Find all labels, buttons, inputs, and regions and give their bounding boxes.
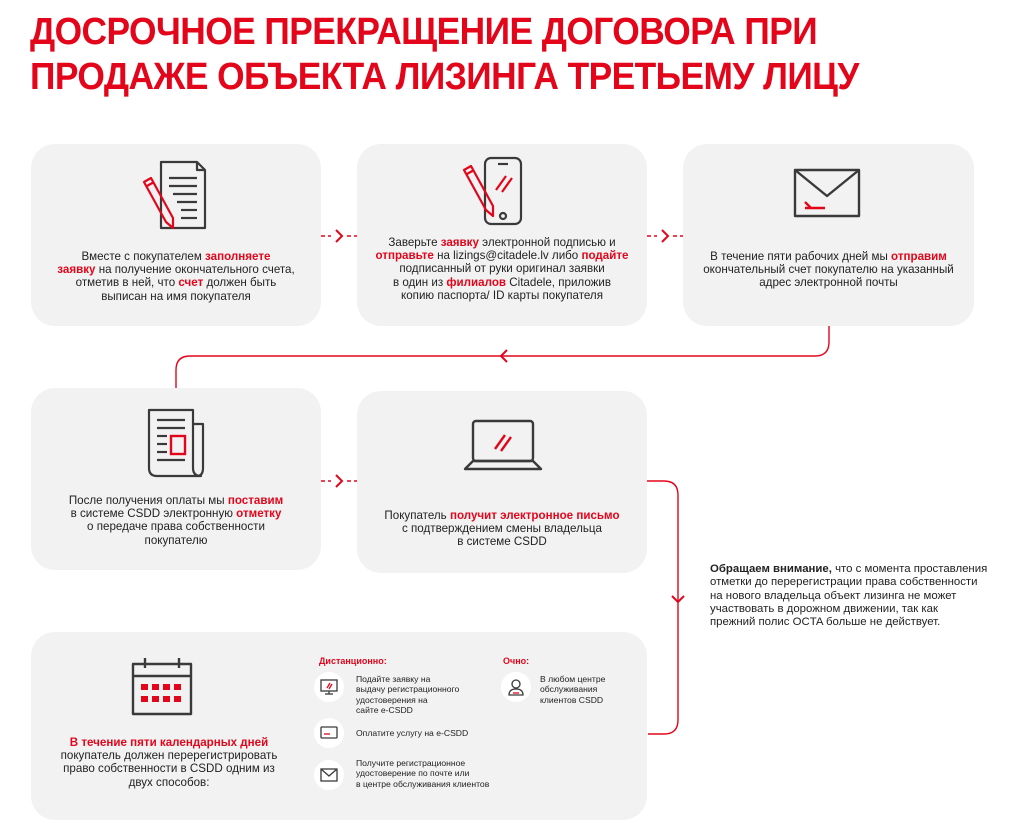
- person-icon: [501, 672, 531, 702]
- step-5-text: Покупатель получит электронное письмо с подтверждением смены владельца в системе CSDD: [384, 509, 620, 549]
- step-4-text: После получения оплаты мы поставим в системе CSDD электронную отметку о передаче права собственности покупателю: [68, 494, 284, 547]
- connector-5-final: [647, 481, 678, 734]
- document-pen-icon: [139, 156, 217, 234]
- final-step-card: [31, 632, 647, 820]
- step-card-4: [31, 388, 321, 570]
- page-title-line-2: ПРОДАЖЕ ОБЪЕКТА ЛИЗИНГА ТРЕТЬЕМУ ЛИЦУ: [30, 56, 859, 98]
- chevron-right-icon: [662, 230, 668, 242]
- envelope-icon: [791, 164, 863, 226]
- remote-option-3-circle: [314, 760, 344, 790]
- calendar-icon: [127, 654, 197, 718]
- step-2-text: Заверьте заявку электронной подписью и отправьте на lizings@citadele.lv либо подайте подписанный от руки оригинал заявки в один из филиалов Citadele, приложив копию паспорта/ ID карты покупателя: [375, 236, 629, 302]
- laptop-icon: [461, 415, 545, 477]
- step-card-3: [683, 144, 974, 326]
- remote-option-3-text: Получите регистрационное удостоверение по почте или в центре обслуживания клиентов: [356, 758, 490, 789]
- inperson-title: Очно:: [503, 656, 530, 666]
- page-title-line-1: ДОСРОЧНОЕ ПРЕКРАЩЕНИЕ ДОГОВОРА ПРИ: [30, 11, 818, 53]
- step-card-2: [357, 144, 647, 326]
- phone-pen-icon: [459, 154, 539, 234]
- final-step-text: В течение пяти календарных дней покупатель должен перерегистрировать право собственности в CSDD одним из двух способов:: [60, 736, 278, 789]
- remote-option-2-circle: [314, 718, 344, 748]
- chevron-right-icon: [336, 230, 342, 242]
- attention-note: Обращаем внимание, что с момента проставления отметки до перерегистрации права собственности на нового владельца объект лизинга не может участвовать в дорожном движении, так как прежний полис OCTA больше не действует.: [710, 563, 988, 629]
- mail-icon: [314, 760, 344, 790]
- step-card-1: [31, 144, 321, 326]
- chevron-right-icon: [336, 475, 342, 487]
- inperson-option-text: В любом центре обслуживания клиентов CSDD: [540, 674, 606, 705]
- remote-option-2-text: Оплатите услугу на e-CSDD: [356, 728, 469, 738]
- newspaper-icon: [139, 404, 215, 480]
- remote-title: Дистанционно:: [319, 656, 387, 666]
- step-1-text: Вместе с покупателем заполняете заявку на получение окончательного счета, отметив в ней, что счет должен быть выписан на имя покупателя: [57, 250, 295, 303]
- card-icon: [314, 718, 344, 748]
- inperson-option-circle: [501, 672, 531, 702]
- remote-option-1-circle: [314, 672, 344, 702]
- monitor-icon: [314, 672, 344, 702]
- step-card-5: [357, 391, 647, 573]
- remote-option-1-text: Подайте заявку на выдачу регистрационного удостоверения на сайте e-CSDD: [356, 674, 460, 716]
- step-3-text: В течение пяти рабочих дней мы отправим окончательный счет покупателю на указанный адрес электронной почты: [703, 250, 954, 290]
